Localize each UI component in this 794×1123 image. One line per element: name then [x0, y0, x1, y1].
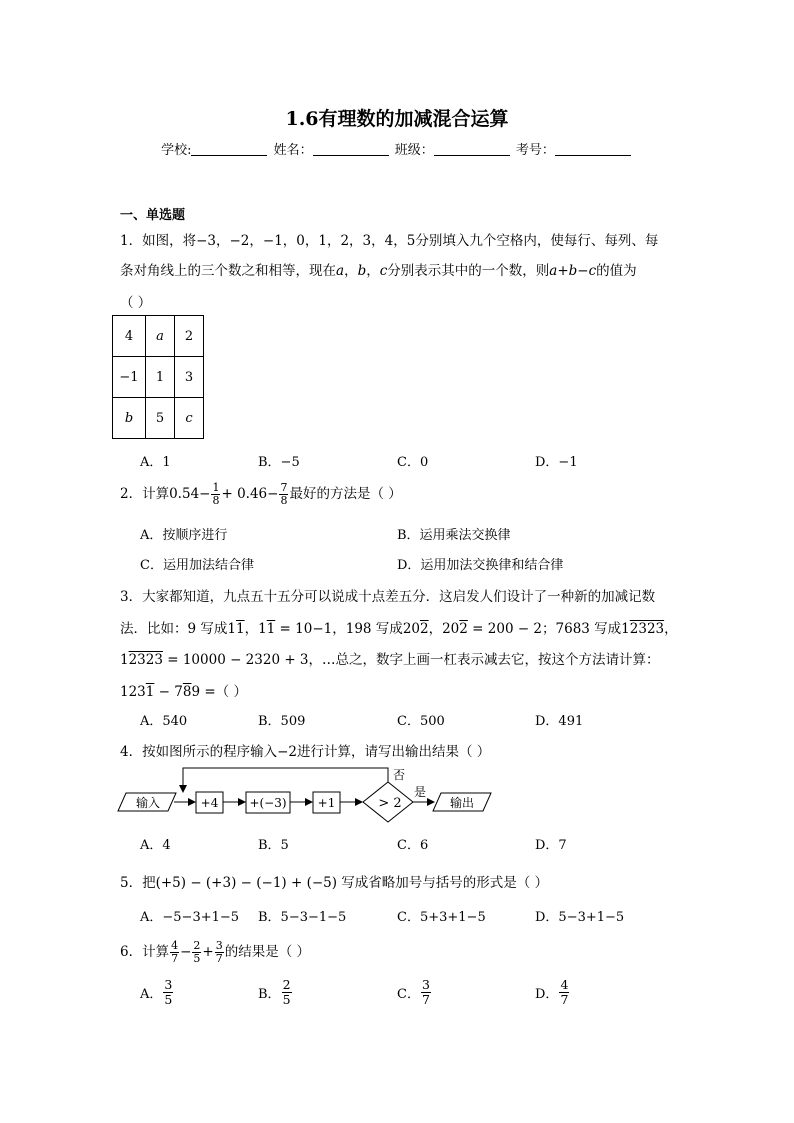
q3-option-c[interactable]: C．500 — [397, 714, 445, 729]
q5-option-d[interactable]: D．5−3+1−5 — [535, 910, 625, 925]
overlined-digit: 2 — [420, 621, 429, 637]
q1-option-a[interactable]: A．1 — [140, 455, 171, 470]
q1-line2 — [120, 259, 637, 279]
denominator: 5 — [282, 992, 291, 1007]
numerator: 2 — [193, 939, 201, 952]
denominator: 8 — [212, 494, 220, 507]
denominator: 5 — [164, 992, 173, 1007]
q3-option-d[interactable]: D．491 — [535, 714, 584, 729]
q4-stem: 4．按如图所示的程序输入−2进行计算，请写出输出结果（ ） — [120, 744, 491, 760]
number-blank[interactable] — [555, 143, 631, 156]
digit: 1 — [621, 621, 630, 637]
q2-prefix: 2．计算 — [120, 486, 170, 502]
numerator: 7 — [280, 481, 288, 494]
denominator: 5 — [193, 952, 201, 965]
magic-square — [112, 315, 204, 439]
q4-option-a[interactable]: A．4 — [140, 838, 171, 853]
q6-fraction3 — [215, 940, 224, 965]
q2-option-c[interactable]: C．运用加法结合律 — [140, 558, 254, 573]
denominator: 7 — [171, 952, 179, 965]
q3-text: 法．比如：9 写成 — [120, 621, 228, 637]
q2-stem — [120, 482, 402, 507]
option-label: B． — [258, 987, 281, 1002]
q6-fraction2 — [192, 940, 201, 965]
q2-suffix: 最好的方法是（ ） — [289, 486, 402, 502]
number-label: 考号： — [515, 143, 555, 158]
digit: 20 — [442, 621, 460, 637]
q1-text-c: 的值为 — [596, 263, 637, 279]
q1-text-a: 条对角线上的三个数之和相等，现在 — [120, 263, 336, 279]
grid-cell: c — [175, 398, 204, 439]
numerator: 4 — [171, 939, 179, 952]
q1-sep2: ， — [366, 263, 380, 279]
grid-cell: 5 — [146, 398, 175, 439]
q3-text: = 10−1，198 写成 — [275, 621, 403, 637]
grid-cell: 4 — [113, 316, 146, 357]
q1-option-b[interactable]: B．−5 — [258, 455, 300, 470]
digit: 1 — [258, 621, 267, 637]
flow-step3: +1 — [317, 796, 336, 810]
var-c: c — [379, 263, 388, 279]
digit: 123 — [120, 684, 146, 700]
overlined-digit: 1 — [266, 621, 276, 637]
grid-cell: 1 — [146, 357, 175, 398]
q6-option-c[interactable] — [397, 978, 432, 1007]
class-label: 班级： — [394, 143, 434, 158]
overlined-digit: 1 — [145, 684, 155, 700]
q6-suffix: 的结果是（ ） — [224, 944, 311, 960]
grid-cell: −1 — [113, 357, 146, 398]
q3-text: ， — [664, 621, 678, 637]
option-label: A． — [140, 987, 163, 1002]
overlined-digit: 1 — [235, 621, 245, 637]
grid-cell: 3 — [175, 357, 204, 398]
q3-line4 — [120, 680, 247, 700]
overlined-digit: 2323 — [629, 621, 665, 637]
q4-option-d[interactable]: D．7 — [535, 838, 567, 853]
overlined-digit: 8 — [182, 684, 192, 700]
q6-operator: + — [202, 944, 214, 960]
digit: 1 — [227, 621, 236, 637]
loop-back-arrow — [183, 768, 388, 792]
q2-option-a[interactable]: A．按顺序进行 — [140, 528, 228, 543]
grid-cell: 2 — [175, 316, 204, 357]
page-title: 1.6有理数的加减混合运算 — [285, 108, 509, 130]
grid-cell: b — [113, 398, 146, 439]
q6-prefix: 6．计算 — [120, 944, 170, 960]
flow-no: 否 — [393, 768, 406, 782]
q1-paren: （ ） — [120, 295, 152, 311]
q5-option-b[interactable]: B．5−3−1−5 — [258, 910, 347, 925]
q6-option-a[interactable] — [140, 978, 174, 1007]
var-a: a — [336, 263, 345, 279]
q3-text: − 7 — [154, 684, 183, 700]
var-b: b — [357, 263, 367, 279]
flow-step2: +(−3) — [249, 796, 287, 810]
q1-expression: a+b−c — [549, 263, 597, 279]
flow-condition: > 2 — [378, 796, 402, 811]
overlined-digit: 2323 — [128, 652, 163, 668]
q3-text: = 10000 − 2320 + 3，…总之，数字上画一杠表示减去它，按这个方法请计算： — [162, 652, 660, 668]
q3-option-a[interactable]: A．540 — [140, 714, 188, 729]
q6-stem — [120, 940, 310, 965]
q4-option-b[interactable]: B．5 — [258, 838, 289, 853]
q2-term1: 0.54− — [169, 486, 211, 502]
denominator: 7 — [421, 992, 430, 1007]
school-blank[interactable] — [191, 143, 267, 156]
grid-cell: a — [146, 316, 175, 357]
q2-fraction1 — [211, 482, 220, 507]
flow-output: 输出 — [449, 796, 475, 810]
overlined-digit: 2 — [459, 621, 468, 637]
q1-line1: 1．如图，将−3，−2，−1，0，1，2，3，4，5分别填入九个空格内，使每行、每列、每 — [120, 233, 659, 249]
option-fraction — [421, 978, 431, 1007]
flowchart — [110, 760, 500, 826]
denominator: 7 — [215, 952, 223, 965]
q6-fraction1 — [170, 940, 179, 965]
numerator: 1 — [212, 481, 220, 494]
option-fraction — [282, 978, 292, 1007]
q3-line1: 3．大家都知道，九点五十五分可以说成十点差五分．这启发人们设计了一种新的加减记数 — [120, 589, 656, 605]
option-label: D． — [535, 987, 559, 1002]
digit: 9 — [191, 684, 201, 700]
flow-step1: +4 — [200, 796, 219, 810]
flow-yes: 是 — [414, 785, 427, 799]
q1-sep1: ， — [344, 263, 358, 279]
numerator: 4 — [560, 977, 569, 992]
q3-line2 — [120, 617, 678, 637]
q3-line3 — [120, 648, 660, 668]
digit: 1 — [120, 652, 129, 668]
option-fraction — [559, 978, 569, 1007]
q2-option-d[interactable]: D．运用加法交换律和结合律 — [397, 558, 564, 573]
denominator: 7 — [560, 992, 569, 1007]
q2-option-b[interactable]: B．运用乘法交换律 — [397, 528, 511, 543]
class-blank[interactable] — [434, 143, 510, 156]
q3-text: ， — [244, 621, 259, 637]
digit: 20 — [402, 621, 420, 637]
numerator: 2 — [282, 977, 291, 992]
q3-text: =（ ） — [200, 684, 247, 700]
denominator: 8 — [280, 494, 288, 507]
q1-option-c[interactable]: C．0 — [397, 455, 429, 470]
name-label: 姓名： — [273, 143, 313, 158]
option-label: C． — [397, 987, 420, 1002]
q6-option-b[interactable] — [258, 978, 293, 1007]
name-blank[interactable] — [313, 143, 389, 156]
flow-input: 输入 — [135, 796, 161, 810]
q1-option-d[interactable]: D．−1 — [535, 455, 578, 470]
student-info — [0, 139, 794, 158]
q3-option-b[interactable]: B．509 — [258, 714, 306, 729]
school-label: 学校: — [161, 143, 192, 158]
q3-text: = 200 − 2；7683 写成 — [467, 621, 622, 637]
section-heading: 一、单选题 — [120, 208, 186, 223]
q6-operator: − — [180, 944, 192, 960]
numerator: 3 — [215, 939, 223, 952]
option-fraction — [163, 978, 173, 1007]
q3-text: ， — [428, 621, 443, 637]
q6-option-d[interactable] — [535, 978, 570, 1007]
numerator: 3 — [164, 977, 173, 992]
q2-term2: + 0.46− — [221, 486, 279, 502]
q5-option-c[interactable]: C．5+3+1−5 — [397, 910, 486, 925]
numerator: 3 — [421, 977, 430, 992]
q5-option-a[interactable]: A．−5−3+1−5 — [140, 910, 240, 925]
q5-stem: 5．把(+5) − (+3) − (−1) + (−5) 写成省略加号与括号的形式是（ ） — [120, 875, 549, 891]
q4-option-c[interactable]: C．6 — [397, 838, 429, 853]
q1-text-b: 分别表示其中的一个数，则 — [387, 263, 550, 279]
q2-fraction2 — [279, 482, 288, 507]
